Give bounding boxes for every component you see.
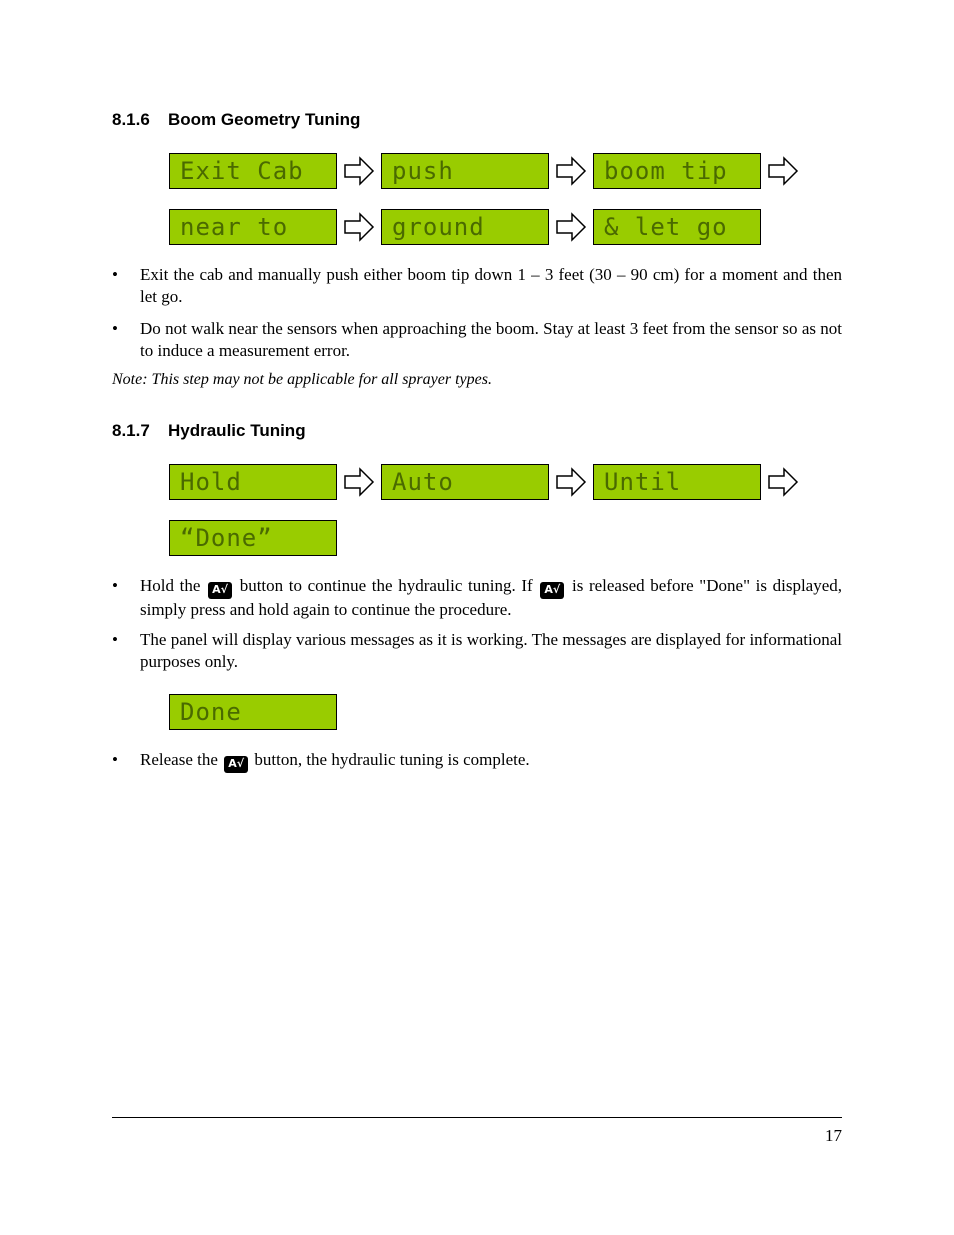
right-arrow-icon — [549, 153, 593, 189]
bullet-text-part: button to continue the hydraulic tuning. If — [239, 576, 533, 595]
bullet-dot: • — [112, 265, 118, 284]
lcd-display: Until — [593, 464, 761, 500]
lcd-display: push — [381, 153, 549, 189]
auto-key-icon: A√ — [208, 582, 232, 599]
lcd-display: Exit Cab — [169, 153, 337, 189]
bullet-item — [112, 318, 842, 362]
bullet-text — [140, 749, 842, 773]
bullet-text-part: Hold the — [140, 576, 201, 595]
bullet-text: Do not walk near the sensors when approaching the boom. Stay at least 3 feet from the sensor so as not to induce a measurement error. — [140, 319, 842, 360]
lcd-display: Done — [169, 694, 337, 730]
bullet-item — [112, 575, 842, 621]
right-arrow-icon — [549, 464, 593, 500]
bullet-dot: • — [112, 319, 118, 338]
bullet-dot: • — [112, 576, 118, 595]
lcd-sequence-row — [169, 209, 761, 245]
footer-divider — [112, 1117, 842, 1118]
section-number: 8.1.7 — [112, 421, 150, 440]
lcd-display: & let go — [593, 209, 761, 245]
bullet-text-part: is released before "Done" is displayed, simply press and hold again to continue the procedure. — [140, 576, 843, 619]
lcd-display: Hold — [169, 464, 337, 500]
auto-key-icon: A√ — [540, 582, 564, 599]
lcd-sequence-row — [169, 464, 805, 500]
bullet-text — [140, 575, 842, 621]
bullet-text: The panel will display various messages as it is working. The messages are displayed for informational purposes only. — [140, 630, 842, 671]
bullet-text-part: Release the — [140, 750, 218, 769]
bullet-item — [112, 629, 842, 673]
bullet-dot: • — [112, 750, 118, 769]
page-number: 17 — [825, 1126, 842, 1145]
right-arrow-icon — [549, 209, 593, 245]
bullet-dot: • — [112, 630, 118, 649]
bullet-item — [112, 264, 842, 308]
bullet-text-part: button, the hydraulic tuning is complete. — [254, 750, 530, 769]
note-text: Note: This step may not be applicable for all sprayer types. — [112, 371, 492, 388]
lcd-display: boom tip — [593, 153, 761, 189]
lcd-display: near to — [169, 209, 337, 245]
lcd-sequence-row — [169, 520, 337, 556]
lcd-sequence-row — [169, 694, 337, 730]
right-arrow-icon — [337, 464, 381, 500]
auto-key-icon: A√ — [224, 756, 248, 773]
right-arrow-icon — [337, 153, 381, 189]
section-title: Hydraulic Tuning — [168, 421, 306, 440]
section-heading-boom-geometry — [112, 110, 360, 130]
section-number: 8.1.6 — [112, 110, 150, 129]
section-title: Boom Geometry Tuning — [168, 110, 361, 129]
lcd-display: ground — [381, 209, 549, 245]
section-heading-hydraulic — [112, 421, 306, 441]
bullet-item — [112, 749, 842, 773]
lcd-display: “Done” — [169, 520, 337, 556]
right-arrow-icon — [761, 464, 805, 500]
right-arrow-icon — [761, 153, 805, 189]
lcd-display: Auto — [381, 464, 549, 500]
lcd-sequence-row — [169, 153, 805, 189]
right-arrow-icon — [337, 209, 381, 245]
bullet-text: Exit the cab and manually push either boom tip down 1 – 3 feet (30 – 90 cm) for a moment and then let go. — [140, 265, 842, 306]
